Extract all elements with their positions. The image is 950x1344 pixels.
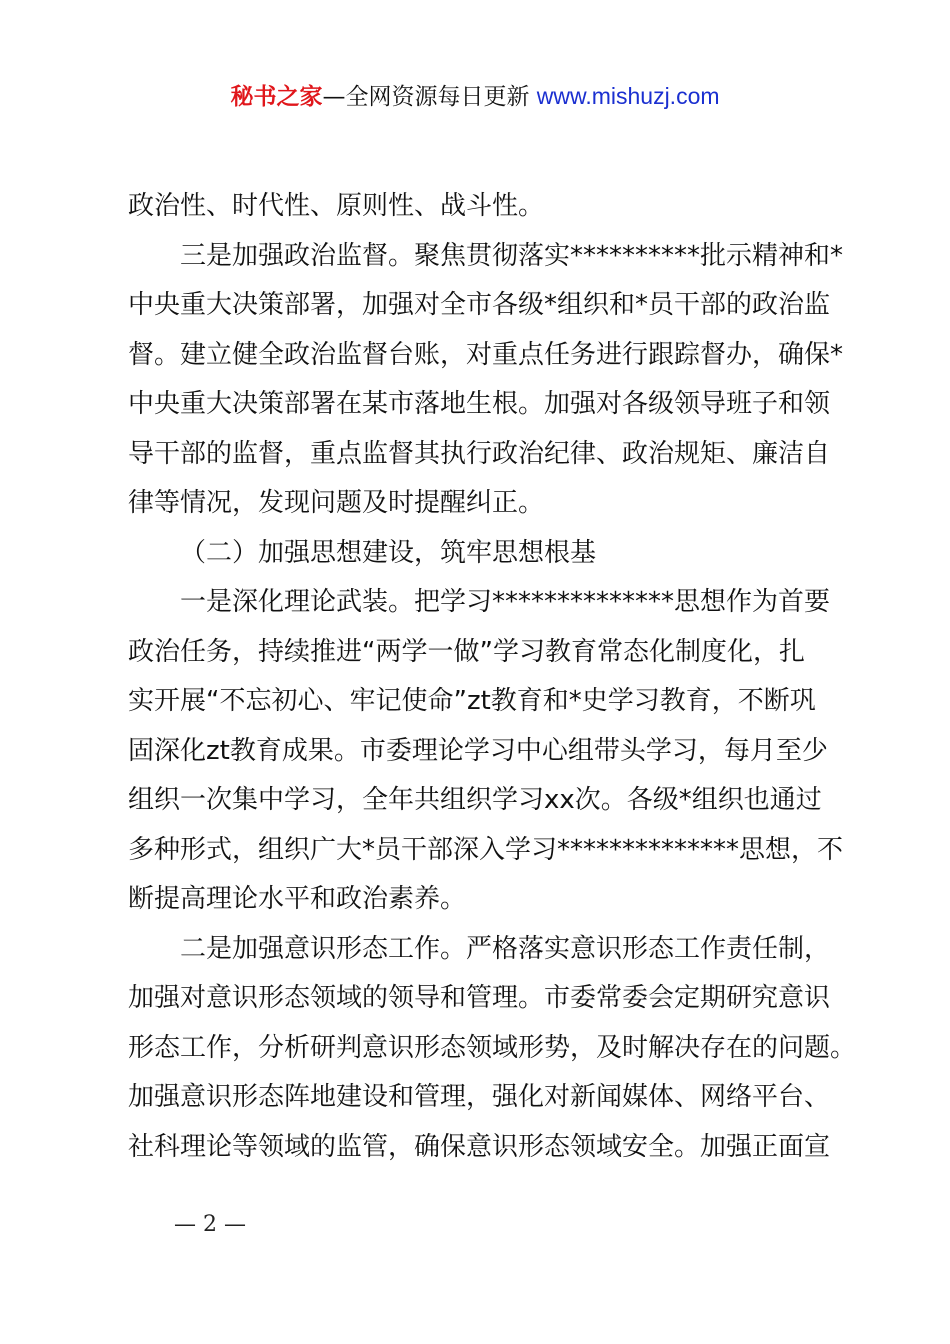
site-header — [0, 80, 950, 113]
paragraph-line: 导干部的监督，重点监督其执行政治纪律、政治规矩、廉洁自 — [128, 438, 831, 469]
paragraph-line: 政治任务，持续推进“两学一做”学习教育常态化制度化，扎 — [128, 636, 805, 667]
brand-name: 秘书之家 — [230, 84, 323, 110]
page-number: — 2 — — [174, 1212, 246, 1237]
paragraph-line: 社科理论等领域的监管，确保意识形态领域安全。加强正面宣 — [128, 1131, 831, 1162]
site-url-link[interactable]: www.mishuzj.com — [536, 83, 720, 109]
paragraph-line: 政治性、时代性、原则性、战斗性。 — [128, 191, 545, 221]
paragraph-line: 加强对意识形态领域的领导和管理。市委常委会定期研究意识 — [128, 983, 831, 1013]
paragraph-first-line: （二）加强思想建设，筑牢思想根基 — [180, 537, 597, 568]
paragraph-line: 督。建立健全政治监督台账，对重点任务进行跟踪督办，确保* — [128, 339, 844, 370]
header-tagline: —全网资源每日更新 — [322, 84, 530, 110]
paragraph-line: 多种形式，组织广大*员干部深入学习**************思想，不 — [128, 834, 844, 865]
paragraph-line: 断提高理论水平和政治素养。 — [128, 884, 467, 914]
paragraph-line: 组织一次集中学习，全年共组织学习xx次。各级*组织也通过 — [128, 785, 822, 815]
paragraph-line: 中央重大决策部署，加强对全市各级*组织和*员干部的政治监 — [128, 290, 831, 320]
paragraph-first-line: 二是加强意识形态工作。严格落实意识形态工作责任制， — [180, 933, 831, 964]
document-body — [128, 184, 857, 1174]
paragraph-line: 中央重大决策部署在某市落地生根。加强对各级领导班子和领 — [128, 389, 831, 419]
paragraph-line: 律等情况，发现问题及时提醒纠正。 — [128, 488, 545, 518]
paragraph-line: 固深化zt教育成果。市委理论学习中心组带头学习，每月至少 — [128, 735, 828, 766]
paragraph-line: 实开展“不忘初心、牢记使命”zt教育和*史学习教育，不断巩 — [128, 686, 816, 716]
paragraph-first-line: 三是加强政治监督。聚焦贯彻落实**********批示精神和* — [180, 240, 844, 271]
paragraph-line: 形态工作，分析研判意识形态领域形势，及时解决存在的问题。 — [128, 1032, 857, 1063]
paragraph-line: 加强意识形态阵地建设和管理，强化对新闻媒体、网络平台、 — [128, 1082, 831, 1112]
paragraph-first-line: 一是深化理论武装。把学习**************思想作为首要 — [180, 587, 831, 617]
